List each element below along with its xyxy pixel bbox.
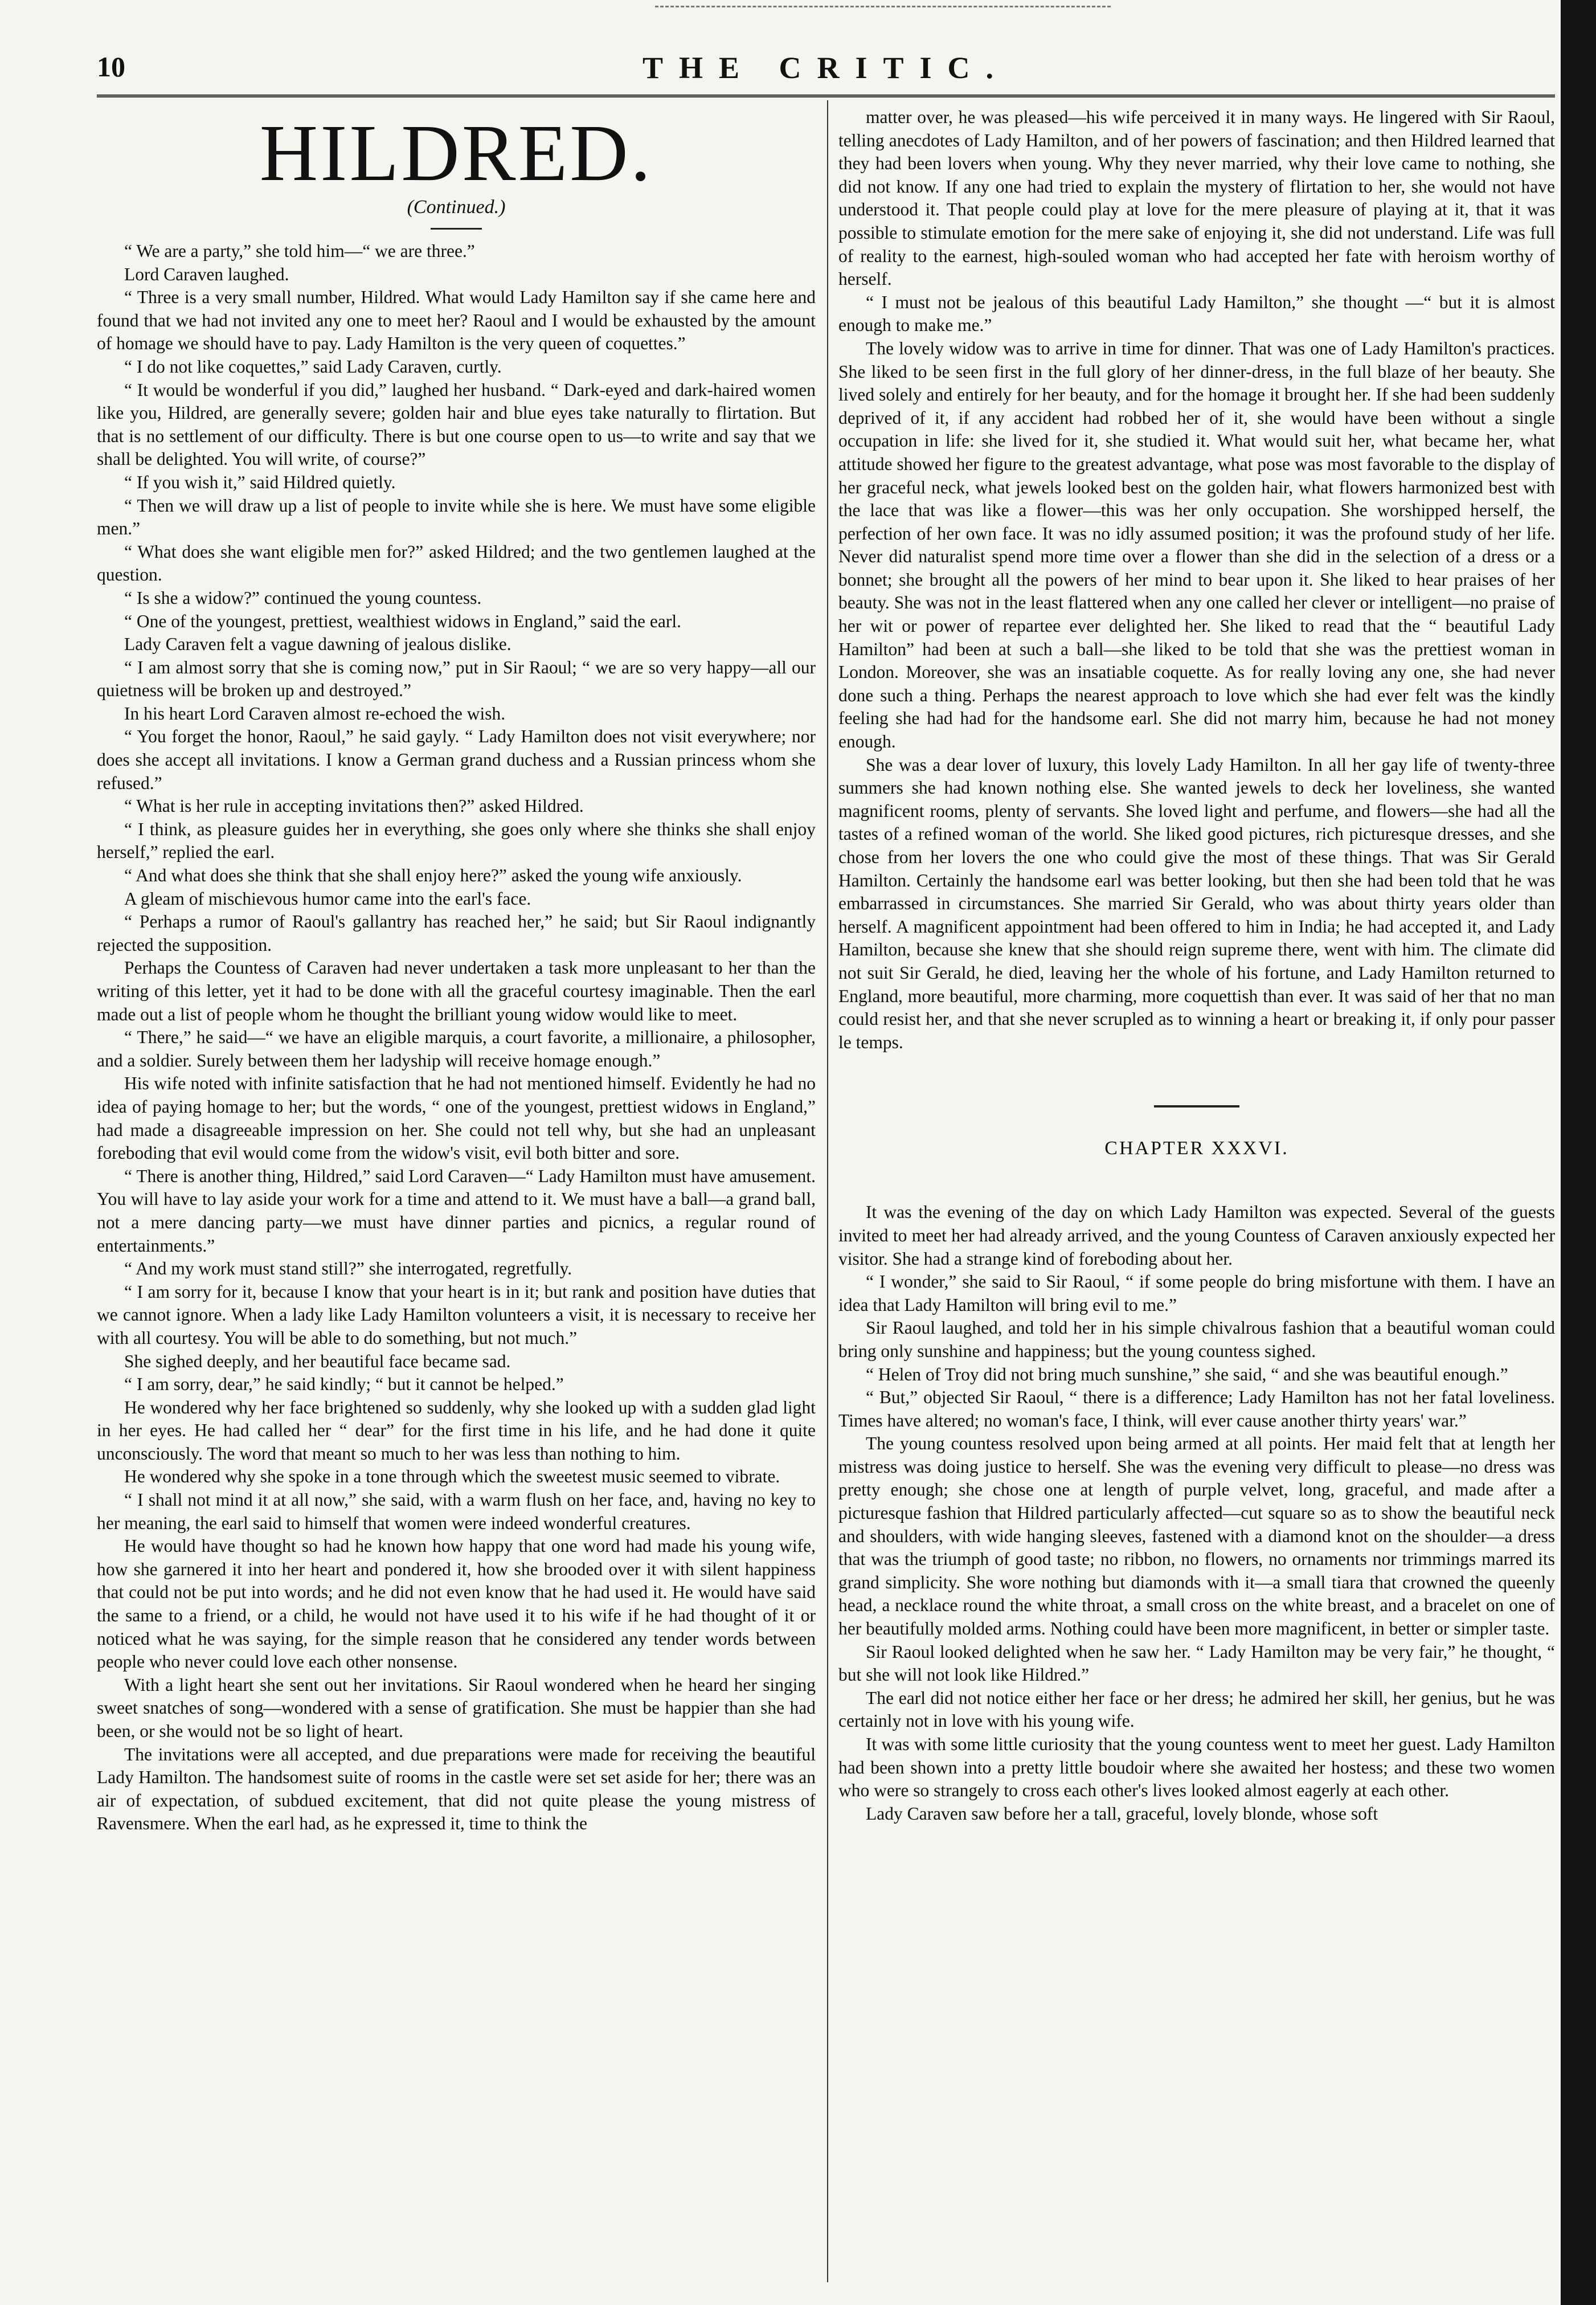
paragraph: A gleam of mischievous humor came into the earl's face.: [124, 888, 531, 909]
paragraph: It was the evening of the day on which Lady Hamilton was expected. Several of the guests invited to meet her had already arrived, and the young Countess of Caraven anxiously expected her visitor. She had a strange kind of foreboding about her.: [838, 1202, 1555, 1269]
paragraph: He wondered why her face brightened so suddenly, why she looked up with a sudden glad light in her eyes. He had called her “ dear” for the first time in his life, and he had done it quite unconsciously. The word that meant so much to her was less than nothing to him.: [97, 1397, 816, 1464]
paragraph: “ I am sorry, dear,” he said kindly; “ but it cannot be helped.”: [124, 1374, 564, 1395]
paragraph: “ Helen of Troy did not bring much sunshine,” she said, “ and she was beautiful enough.”: [866, 1364, 1508, 1384]
paragraph: “ I am sorry for it, because I know that your heart is in it; but rank and position have duties that we cannot ignore. When a lady like Lady Hamilton volunteers a visit, it is necessary to receive her with all courtesy. You will be able to do something, but not much.”: [97, 1281, 816, 1348]
paragraph: “ Three is a very small number, Hildred. What would Lady Hamilton say if she came here and found that we had not invited any one to meet her? Raoul and I would be exhausted by the amount of homage we should have to pay. Lady Hamilton is the very queen of coquettes.”: [97, 287, 816, 354]
paragraph: “ I think, as pleasure guides her in everything, she goes only where she thinks she shall enjoy herself,” replied the earl.: [97, 819, 816, 863]
left-column-text: [97, 240, 816, 1836]
page-number: 10: [97, 51, 125, 83]
paragraph: “ And what does she think that she shall enjoy here?” asked the young wife anxiously.: [124, 865, 742, 886]
paragraph: He wondered why she spoke in a tone through which the sweetest music seemed to vibrate.: [124, 1466, 780, 1487]
paragraph: She sighed deeply, and her beautiful face became sad.: [124, 1351, 511, 1371]
paragraph: “ I must not be jealous of this beautiful Lady Hamilton,” she thought —“ but it is almost enough to make me.”: [838, 292, 1555, 336]
paragraph: “ I shall not mind it at all now,” she said, with a warm flush on her face, and, having no key to her meaning, the earl said to himself that women were indeed wonderful creatures.: [97, 1490, 816, 1533]
paragraph: “ What does she want eligible men for?” asked Hildred; and the two gentlemen laughed at the question.: [97, 541, 816, 585]
paragraph: Lady Caraven saw before her a tall, graceful, lovely blonde, whose soft: [866, 1803, 1378, 1824]
paragraph: matter over, he was pleased—his wife perceived it in many ways. He lingered with Sir Raoul, telling anecdotes of Lady Hamilton, and of her powers of fascination; and then Hildred learned that they had been lovers when young. Why they never married, why their love came to nothing, she did not know. If any one had tried to explain the mystery of flirtation to her, she would not have understood it. That people could play at love for the mere pleasure of playing at it, that it was possible to stimulate emotion for the mere sake of enjoying it, she did not understand. Life was full of reality to the earnest, high-souled woman who had accepted her fate with heroism worthy of herself.: [838, 107, 1555, 289]
paragraph: “ Is she a widow?” continued the young countess.: [124, 587, 482, 608]
paragraph: “ I am almost sorry that she is coming now,” put in Sir Raoul; “ we are so very happy—all our quietness will be broken up and destroyed.”: [97, 657, 816, 701]
paragraph: Lady Caraven felt a vague dawning of jealous dislike.: [124, 634, 511, 655]
paragraph: With a light heart she sent out her invitations. Sir Raoul wondered when he heard her singing sweet snatches of song—wondered with a sense of gratification. She must be happier than she had been, or she would not be so light of heart.: [97, 1674, 816, 1741]
paragraph: “ But,” objected Sir Raoul, “ there is a difference; Lady Hamilton has not her fatal loveliness. Times have altered; no woman's face, I think, will ever cause another thirty years' war.”: [838, 1387, 1555, 1431]
paragraph: It was with some little curiosity that the young countess went to meet her guest. Lady Hamilton had been shown into a pretty little boudoir where she awaited her hostess; and these two women who were so strangely to cross each other's lives looked almost eagerly at each other.: [838, 1734, 1555, 1801]
paragraph: The earl did not notice either her face or her dress; he admired her skill, her genius, but he was certainly not in love with his young wife.: [838, 1687, 1555, 1731]
paragraph: Perhaps the Countess of Caraven had never undertaken a task more unpleasant to her than the writing of this letter, yet it had to be done with all the graceful courtesy imaginable. Then the earl made out a list of people whom he thought the brilliant young widow would like to meet.: [97, 958, 816, 1024]
paragraph: “ I wonder,” she said to Sir Raoul, “ if some people do bring misfortune with them. I have an idea that Lady Hamilton will bring evil to me.”: [838, 1272, 1555, 1315]
scan-edge: [1561, 0, 1596, 2305]
column-divider: [827, 100, 828, 2282]
paragraph: “ It would be wonderful if you did,” laughed her husband. “ Dark-eyed and dark-haired women like you, Hildred, are generally severe; golden hair and blue eyes take naturally to flirtation. But that is no settlement of our difficulty. There is but one course open to us—to write and say that we shall be delighted. You will write, of course?”: [97, 379, 816, 469]
title-rule: [431, 228, 482, 230]
paragraph: “ Then we will draw up a list of people to invite while she is here. We must have some eligible men.”: [97, 495, 816, 539]
paragraph: In his heart Lord Caraven almost re-echoed the wish.: [124, 703, 506, 724]
paragraph: The young countess resolved upon being armed at all points. Her maid felt that at length her mistress was doing justice to herself. She was the evening very difficult to please—no dress was pretty enough; she chose one at length of purple velvet, long, graceful, and made after a picturesque fashion that Hildred particularly affected—cut square so as to show the beautiful neck and shoulders, with wide hanging sleeves, fastened with a diamond knot on the shoulder—a dress that was the triumph of good taste; no ribbon, no flowers, no ornaments nor trimmings marred its grand simplicity. She wore nothing but diamonds with it—a small tiara that crowned the queenly head, a necklace round the white throat, a small cross on the white breast, and a bracelet on one of her beautifully molded arms. Nothing could have been more magnificent, in better or simpler taste.: [838, 1433, 1555, 1639]
paragraph: “ There,” he said—“ we have an eligible marquis, a court favorite, a millionaire, a philosopher, and a soldier. Surely between them her ladyship will receive homage enough.”: [97, 1027, 816, 1070]
paragraph: “ Perhaps a rumor of Raoul's gallantry has reached her,” he said; but Sir Raoul indignantly rejected the supposition.: [97, 912, 816, 955]
paragraph: “ You forget the honor, Raoul,” he said gayly. “ Lady Hamilton does not visit everywhere; nor does she accept all invitations. I know a German grand duchess and a Russian princess whom she refused.”: [97, 726, 816, 793]
paragraph: The invitations were all accepted, and due preparations were made for receiving the beautiful Lady Hamilton. The handsomest suite of rooms in the castle were set set aside for her; there was an air of expectation, of subdued excitement, that did not quite please the young mistress of Ravensmere. When the earl had, as he expressed it, time to think the: [97, 1744, 816, 1834]
paragraph: “ I do not like coquettes,” said Lady Caraven, curtly.: [124, 356, 502, 377]
paragraph: “ There is another thing, Hildred,” said Lord Caraven—“ Lady Hamilton must have amusement. You will have to lay aside your work for a time and attend to it. We must have a ball—a grand ball, not a mere dancing party—we must have dinner parties and picnics, a regular round of entertainments.”: [97, 1166, 816, 1256]
paragraph: “ If you wish it,” said Hildred quietly.: [124, 472, 396, 492]
header-rule: [97, 95, 1555, 97]
continued-note: (Continued.): [407, 197, 506, 218]
chapter-text: [838, 1201, 1555, 1825]
running-head: THE CRITIC.: [642, 51, 1010, 85]
paragraph: The lovely widow was to arrive in time for dinner. That was one of Lady Hamilton's practices. She liked to be seen first in the full glory of her dinner-dress, in the full blaze of her beauty. She lived solely and entirely for her beauty, and for the homage it brought her. If she had been suddenly deprived of it, if any accident had robbed her of it, she would have been without a single occupation in life: she lived for it, she studied it. What would suit her, what became her, what attitude showed her figure to the greatest advantage, what pose was most favorable to the display of her graceful neck, what jewels looked best on the golden hair, what flowers harmonized best with the lace that was like a flower—this was her only occupation. She worshipped herself, the perfection of her own face. It was no idly assumed position; it was the profound study of her life. Never did naturalist spend more time over a flower than she did in the selection of a dress or a bonnet; she brought all the powers of her mind to bear upon it. She liked to hear praises of her beauty. She was not in the least flattered when any one called her clever or intelligent—no praise of her wit or power of repartee ever delighted her. She liked to read that the “ beautiful Lady Hamilton” had been at such a ball—she liked to be told that she was the prettiest woman in London. Moreover, she was an insatiable coquette. As for really loving any one, she had never done such a thing. Perhaps the nearest approach to love which she had ever felt was the kindly feeling she had had for the handsome earl. She did not marry him, because he had not money enough.: [838, 338, 1555, 752]
paragraph: Sir Raoul looked delighted when he saw her. “ Lady Hamilton may be very fair,” he thought, “ but she will not look like Hildred.”: [838, 1641, 1555, 1685]
scan-mark: [655, 6, 1111, 10]
paragraph: He would have thought so had he known how happy that one word had made his young wife, how she garnered it into her heart and pondered it, how she brooded over it with silent happiness that could not be put into words; and he did not even know that he had used it. He would have said the same to a friend, or a child, he would not have used it to his wife if he had thought of it or noticed what he was saying, for the simple reason that he considered any tender words between people who never could love each other nonsense.: [97, 1536, 816, 1672]
page-header: [97, 50, 1555, 96]
paragraph: “ And my work must stand still?” she interrogated, regretfully.: [124, 1258, 572, 1279]
story-title: HILDRED.: [259, 108, 653, 198]
paragraph: Sir Raoul laughed, and told her in his simple chivalrous fashion that a beautiful woman could bring only sunshine and happiness; but the young countess sighed.: [838, 1318, 1555, 1361]
paragraph: She was a dear lover of luxury, this lovely Lady Hamilton. In all her gay life of twenty-three summers she had known nothing else. She wanted jewels to deck her loveliness, she wanted magnificent rooms, plenty of servants. She loved light and perfume, and flowers—she had all the tastes of a refined woman of the world. She liked good pictures, rich picturesque dresses, and she chose from her lovers the one who could give the most of these things. That was Sir Gerald Hamilton. Certainly the handsome earl was better looking, but then she had been told that he was embarrassed in circumstances. She married Sir Gerald, who was about thirty years older than herself. A magnificent appointment had been offered to him in India; he had accepted it, and Lady Hamilton, because she knew that she should reign supreme there, went with him. The climate did not suit Sir Gerald, he died, leaving her the whole of his fortune, and Lady Hamilton returned to England, more beautiful, more charming, more coquettish than ever. It was said of her that no man could resist her, and that she never scrupled as to winning a heart or breaking it, if only pour passer le temps.: [838, 754, 1555, 1052]
paragraph: His wife noted with infinite satisfaction that he had not mentioned himself. Evidently he had no idea of paying homage to her; but the words, “ one of the youngest, prettiest widows in England,” had made a disagreeable impression on her. She could not tell why, but she had an unpleasant foreboding that evil would come from the widow's visit, evil both bitter and sore.: [97, 1073, 816, 1163]
chapter-rule: [1154, 1105, 1239, 1107]
paragraph: “ One of the youngest, prettiest, wealthiest widows in England,” said the earl.: [124, 611, 681, 631]
right-column-text: [838, 106, 1555, 1054]
paragraph: “ What is her rule in accepting invitations then?” asked Hildred.: [124, 796, 584, 816]
chapter-title: CHAPTER XXXVI.: [1104, 1138, 1289, 1159]
right-column: [838, 106, 1555, 1825]
paragraph: Lord Caraven laughed.: [124, 264, 289, 284]
left-column: [97, 106, 816, 1836]
paragraph: “ We are a party,” she told him—“ we are three.”: [124, 241, 475, 261]
